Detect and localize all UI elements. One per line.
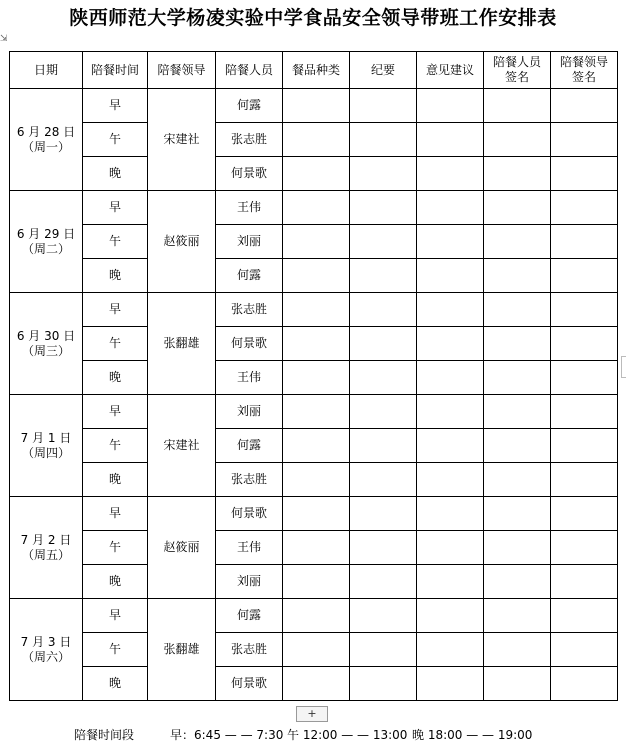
schedule-body <box>10 89 618 701</box>
food-type-cell[interactable] <box>283 259 350 293</box>
weekday-text: （周三） <box>21 343 70 358</box>
leader-signature-cell[interactable] <box>551 361 618 395</box>
leader-cell: 赵筱丽 <box>148 191 216 293</box>
food-type-cell[interactable] <box>283 531 350 565</box>
staff-signature-cell[interactable] <box>484 531 551 565</box>
leader-signature-cell[interactable] <box>551 667 618 701</box>
table-row <box>10 497 618 531</box>
staff-cell: 张志胜 <box>216 633 283 667</box>
header-suggestion: 意见建议 <box>417 52 484 89</box>
footer-lunch: 午 12:00 — — 13:00 <box>287 728 408 742</box>
staff-cell: 王伟 <box>216 191 283 225</box>
table-row <box>10 361 618 395</box>
table-row <box>10 531 618 565</box>
staff-signature-cell[interactable] <box>484 89 551 123</box>
leader-cell: 宋建社 <box>148 89 216 191</box>
discipline-cell[interactable] <box>350 89 417 123</box>
meal-time-cell: 晚 <box>83 361 148 395</box>
discipline-cell[interactable] <box>350 395 417 429</box>
staff-cell: 何露 <box>216 429 283 463</box>
leader-signature-cell[interactable] <box>551 633 618 667</box>
leader-signature-cell[interactable] <box>551 531 618 565</box>
leader-signature-cell[interactable] <box>551 293 618 327</box>
food-type-cell[interactable] <box>283 157 350 191</box>
table-row <box>10 327 618 361</box>
table-row <box>10 157 618 191</box>
table-row <box>10 395 618 429</box>
suggestion-cell[interactable] <box>417 429 484 463</box>
meal-time-cell: 晚 <box>83 463 148 497</box>
table-row <box>10 599 618 633</box>
table-anchor-icon[interactable]: ⇲ <box>0 34 8 44</box>
scroll-handle[interactable] <box>621 356 626 378</box>
header-food-type: 餐品种类 <box>283 52 350 89</box>
leader-signature-cell[interactable] <box>551 157 618 191</box>
table-row <box>10 89 618 123</box>
discipline-cell[interactable] <box>350 225 417 259</box>
food-type-cell[interactable] <box>283 225 350 259</box>
meal-time-cell: 早 <box>83 293 148 327</box>
staff-signature-cell[interactable] <box>484 633 551 667</box>
staff-signature-cell[interactable] <box>484 463 551 497</box>
staff-signature-cell[interactable] <box>484 497 551 531</box>
discipline-cell[interactable] <box>350 633 417 667</box>
discipline-cell[interactable] <box>350 463 417 497</box>
table-row <box>10 429 618 463</box>
header-staff: 陪餐人员 <box>216 52 283 89</box>
footer-label: 陪餐时间段 <box>74 728 135 742</box>
leader-signature-cell[interactable] <box>551 599 618 633</box>
meal-time-cell: 早 <box>83 191 148 225</box>
meal-time-cell: 早 <box>83 395 148 429</box>
date-cell <box>10 89 83 191</box>
staff-cell: 何景歌 <box>216 667 283 701</box>
leader-signature-cell[interactable] <box>551 327 618 361</box>
meal-time-cell: 午 <box>83 429 148 463</box>
food-type-cell[interactable] <box>283 123 350 157</box>
footer-breakfast: 早：6:45 — — 7:30 <box>170 728 284 742</box>
date-text: 7 月 1 日 <box>20 430 72 445</box>
weekday-text: （周二） <box>21 241 70 256</box>
table-row <box>10 463 618 497</box>
header-staff-signature-line2: 签名 <box>504 70 529 84</box>
suggestion-cell[interactable] <box>417 531 484 565</box>
suggestion-cell[interactable] <box>417 463 484 497</box>
suggestion-cell[interactable] <box>417 123 484 157</box>
meal-time-cell: 午 <box>83 123 148 157</box>
suggestion-cell[interactable] <box>417 191 484 225</box>
date-cell <box>10 497 83 599</box>
table-row <box>10 293 618 327</box>
suggestion-cell[interactable] <box>417 259 484 293</box>
food-type-cell[interactable] <box>283 497 350 531</box>
date-text: 6 月 30 日 <box>16 328 76 343</box>
meal-time-cell: 午 <box>83 327 148 361</box>
staff-cell: 王伟 <box>216 361 283 395</box>
table-row <box>10 225 618 259</box>
weekday-text: （周五） <box>21 547 70 562</box>
leader-signature-cell[interactable] <box>551 259 618 293</box>
food-type-cell[interactable] <box>283 395 350 429</box>
footer-dinner: 晚 18:00 — — 19:00 <box>412 728 533 742</box>
schedule-table <box>9 51 618 701</box>
suggestion-cell[interactable] <box>417 327 484 361</box>
leader-signature-cell[interactable] <box>551 429 618 463</box>
date-cell <box>10 293 83 395</box>
header-leader-signature-line1: 陪餐领导 <box>559 55 608 69</box>
header-staff-signature-line1: 陪餐人员 <box>492 55 541 69</box>
leader-cell: 张翻雄 <box>148 293 216 395</box>
staff-signature-cell[interactable] <box>484 225 551 259</box>
food-type-cell[interactable] <box>283 327 350 361</box>
header-leader: 陪餐领导 <box>148 52 216 89</box>
leader-cell: 宋建社 <box>148 395 216 497</box>
header-date: 日期 <box>10 52 83 89</box>
discipline-cell[interactable] <box>350 327 417 361</box>
meal-time-cell: 早 <box>83 497 148 531</box>
staff-signature-cell[interactable] <box>484 565 551 599</box>
staff-signature-cell[interactable] <box>484 361 551 395</box>
leader-signature-cell[interactable] <box>551 395 618 429</box>
header-leader-signature <box>551 52 618 89</box>
meal-time-cell: 晚 <box>83 259 148 293</box>
weekday-text: （周六） <box>21 649 70 664</box>
discipline-cell[interactable] <box>350 565 417 599</box>
food-type-cell[interactable] <box>283 633 350 667</box>
meal-time-cell: 晚 <box>83 667 148 701</box>
staff-cell: 何露 <box>216 599 283 633</box>
staff-signature-cell[interactable] <box>484 191 551 225</box>
header-discipline: 纪要 <box>350 52 417 89</box>
add-row-button[interactable]: + <box>296 706 328 722</box>
header-meal-time: 陪餐时间 <box>83 52 148 89</box>
food-type-cell[interactable] <box>283 667 350 701</box>
weekday-text: （周一） <box>21 139 70 154</box>
leader-signature-cell[interactable] <box>551 89 618 123</box>
date-text: 6 月 29 日 <box>16 226 76 241</box>
discipline-cell[interactable] <box>350 497 417 531</box>
suggestion-cell[interactable] <box>417 497 484 531</box>
staff-cell: 刘丽 <box>216 395 283 429</box>
leader-signature-cell[interactable] <box>551 565 618 599</box>
table-row <box>10 123 618 157</box>
staff-cell: 刘丽 <box>216 225 283 259</box>
discipline-cell[interactable] <box>350 191 417 225</box>
suggestion-cell[interactable] <box>417 667 484 701</box>
header-leader-signature-line2: 签名 <box>571 70 596 84</box>
staff-signature-cell[interactable] <box>484 599 551 633</box>
table-row <box>10 565 618 599</box>
leader-signature-cell[interactable] <box>551 497 618 531</box>
document-title: 陕西师范大学杨凌实验中学食品安全领导带班工作安排表 <box>69 7 557 29</box>
staff-signature-cell[interactable] <box>484 327 551 361</box>
staff-signature-cell[interactable] <box>484 157 551 191</box>
discipline-cell[interactable] <box>350 667 417 701</box>
staff-cell: 张志胜 <box>216 123 283 157</box>
table-row <box>10 633 618 667</box>
staff-signature-cell[interactable] <box>484 429 551 463</box>
discipline-cell[interactable] <box>350 157 417 191</box>
date-cell <box>10 599 83 701</box>
date-cell <box>10 191 83 293</box>
staff-cell: 何露 <box>216 259 283 293</box>
table-row <box>10 191 618 225</box>
staff-cell: 王伟 <box>216 531 283 565</box>
suggestion-cell[interactable] <box>417 157 484 191</box>
meal-time-cell: 午 <box>83 633 148 667</box>
leader-cell: 赵筱丽 <box>148 497 216 599</box>
staff-signature-cell[interactable] <box>484 395 551 429</box>
meal-time-cell: 早 <box>83 599 148 633</box>
staff-cell: 张志胜 <box>216 463 283 497</box>
leader-signature-cell[interactable] <box>551 463 618 497</box>
discipline-cell[interactable] <box>350 599 417 633</box>
date-text: 7 月 3 日 <box>20 634 72 649</box>
discipline-cell[interactable] <box>350 361 417 395</box>
suggestion-cell[interactable] <box>417 395 484 429</box>
suggestion-cell[interactable] <box>417 89 484 123</box>
discipline-cell[interactable] <box>350 123 417 157</box>
date-text: 7 月 2 日 <box>20 532 72 547</box>
food-type-cell[interactable] <box>283 429 350 463</box>
date-cell <box>10 395 83 497</box>
staff-signature-cell[interactable] <box>484 667 551 701</box>
meal-time-cell: 早 <box>83 89 148 123</box>
header-staff-signature <box>484 52 551 89</box>
staff-signature-cell[interactable] <box>484 123 551 157</box>
discipline-cell[interactable] <box>350 293 417 327</box>
suggestion-cell[interactable] <box>417 293 484 327</box>
leader-signature-cell[interactable] <box>551 123 618 157</box>
leader-signature-cell[interactable] <box>551 191 618 225</box>
header-row <box>10 52 618 89</box>
meal-time-cell: 午 <box>83 225 148 259</box>
meal-time-cell: 晚 <box>83 565 148 599</box>
food-type-cell[interactable] <box>283 599 350 633</box>
meal-time-cell: 午 <box>83 531 148 565</box>
leader-cell: 张翻雄 <box>148 599 216 701</box>
discipline-cell[interactable] <box>350 531 417 565</box>
staff-cell: 张志胜 <box>216 293 283 327</box>
staff-signature-cell[interactable] <box>484 293 551 327</box>
meal-time-cell: 晚 <box>83 157 148 191</box>
table-row <box>10 259 618 293</box>
staff-signature-cell[interactable] <box>484 259 551 293</box>
suggestion-cell[interactable] <box>417 225 484 259</box>
suggestion-cell[interactable] <box>417 599 484 633</box>
food-type-cell[interactable] <box>283 89 350 123</box>
table-row <box>10 667 618 701</box>
food-type-cell[interactable] <box>283 463 350 497</box>
leader-signature-cell[interactable] <box>551 225 618 259</box>
staff-cell: 何露 <box>216 89 283 123</box>
food-type-cell[interactable] <box>283 565 350 599</box>
suggestion-cell[interactable] <box>417 361 484 395</box>
date-text: 6 月 28 日 <box>16 124 76 139</box>
suggestion-cell[interactable] <box>417 633 484 667</box>
food-type-cell[interactable] <box>283 293 350 327</box>
discipline-cell[interactable] <box>350 259 417 293</box>
staff-cell: 刘丽 <box>216 565 283 599</box>
staff-cell: 何景歌 <box>216 157 283 191</box>
food-type-cell[interactable] <box>283 361 350 395</box>
weekday-text: （周四） <box>21 445 70 460</box>
staff-cell: 何景歌 <box>216 327 283 361</box>
suggestion-cell[interactable] <box>417 565 484 599</box>
discipline-cell[interactable] <box>350 429 417 463</box>
staff-cell: 何景歌 <box>216 497 283 531</box>
food-type-cell[interactable] <box>283 191 350 225</box>
